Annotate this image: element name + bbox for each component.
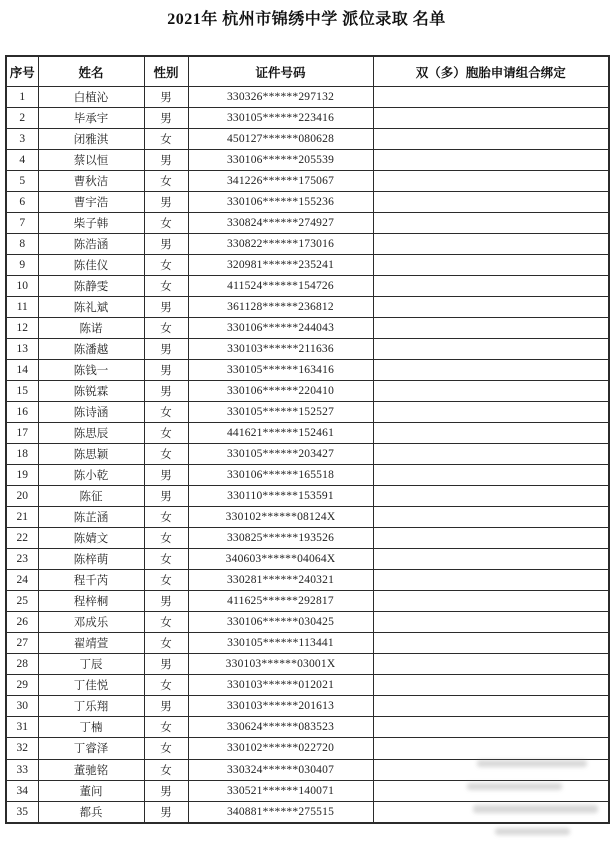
cell-name: 曹宇浩 (38, 192, 144, 213)
cell-no: 34 (6, 780, 38, 801)
admission-table (5, 55, 610, 824)
cell-id: 330825******193526 (188, 528, 373, 549)
cell-no: 30 (6, 696, 38, 717)
table-row (6, 213, 609, 234)
cell-id: 330105******223416 (188, 108, 373, 129)
cell-gender: 女 (144, 213, 188, 234)
cell-id: 330824******274927 (188, 213, 373, 234)
cell-id: 330110******153591 (188, 486, 373, 507)
cell-binding (373, 633, 609, 654)
cell-name: 丁辰 (38, 654, 144, 675)
cell-gender: 女 (144, 507, 188, 528)
cell-gender: 男 (144, 150, 188, 171)
cell-id: 441621******152461 (188, 423, 373, 444)
cell-name: 陈婧文 (38, 528, 144, 549)
cell-binding (373, 87, 609, 108)
cell-gender: 男 (144, 465, 188, 486)
cell-binding (373, 108, 609, 129)
cell-binding (373, 402, 609, 423)
cell-gender: 男 (144, 381, 188, 402)
cell-id: 330106******030425 (188, 612, 373, 633)
cell-no: 11 (6, 297, 38, 318)
cell-id: 330102******08124X (188, 507, 373, 528)
cell-no: 14 (6, 360, 38, 381)
cell-no: 35 (6, 801, 38, 823)
cell-no: 33 (6, 759, 38, 780)
table-row (6, 738, 609, 759)
cell-gender: 男 (144, 591, 188, 612)
cell-no: 29 (6, 675, 38, 696)
cell-gender: 男 (144, 234, 188, 255)
cell-binding (373, 465, 609, 486)
cell-name: 董驰铭 (38, 759, 144, 780)
cell-gender: 女 (144, 129, 188, 150)
cell-gender: 女 (144, 318, 188, 339)
cell-binding (373, 528, 609, 549)
cell-no: 27 (6, 633, 38, 654)
table-row (6, 633, 609, 654)
cell-id: 330324******030407 (188, 759, 373, 780)
table-row (6, 759, 609, 780)
cell-no: 12 (6, 318, 38, 339)
cell-gender: 女 (144, 612, 188, 633)
cell-name: 蔡以恒 (38, 150, 144, 171)
table-row (6, 444, 609, 465)
cell-no: 20 (6, 486, 38, 507)
cell-gender: 女 (144, 444, 188, 465)
cell-no: 8 (6, 234, 38, 255)
cell-gender: 女 (144, 276, 188, 297)
column-header-no: 序号 (6, 56, 38, 87)
cell-gender: 男 (144, 87, 188, 108)
table-row (6, 402, 609, 423)
cell-binding (373, 570, 609, 591)
cell-no: 21 (6, 507, 38, 528)
cell-binding (373, 507, 609, 528)
cell-no: 17 (6, 423, 38, 444)
cell-id: 320981******235241 (188, 255, 373, 276)
cell-id: 330624******083523 (188, 717, 373, 738)
cell-binding (373, 318, 609, 339)
cell-binding (373, 234, 609, 255)
cell-binding (373, 549, 609, 570)
cell-binding (373, 360, 609, 381)
cell-no: 2 (6, 108, 38, 129)
cell-name: 陈诺 (38, 318, 144, 339)
cell-gender: 女 (144, 171, 188, 192)
cell-binding (373, 696, 609, 717)
cell-name: 陈梓萌 (38, 549, 144, 570)
cell-id: 340603******04064X (188, 549, 373, 570)
cell-id: 341226******175067 (188, 171, 373, 192)
cell-gender: 女 (144, 423, 188, 444)
cell-no: 16 (6, 402, 38, 423)
cell-name: 丁佳悦 (38, 675, 144, 696)
cell-binding (373, 675, 609, 696)
cell-name: 曹秋洁 (38, 171, 144, 192)
table-row (6, 486, 609, 507)
table-row (6, 528, 609, 549)
table-row (6, 108, 609, 129)
cell-binding (373, 213, 609, 234)
cell-name: 柴子韩 (38, 213, 144, 234)
watermark-smudge (495, 828, 570, 835)
cell-no: 4 (6, 150, 38, 171)
table-row (6, 423, 609, 444)
cell-name: 邓成乐 (38, 612, 144, 633)
cell-id: 340881******275515 (188, 801, 373, 823)
page-title: 2021年 杭州市锦绣中学 派位录取 名单 (167, 11, 446, 28)
cell-binding (373, 297, 609, 318)
cell-binding (373, 381, 609, 402)
cell-binding (373, 759, 609, 780)
cell-gender: 女 (144, 402, 188, 423)
cell-name: 陈佳仪 (38, 255, 144, 276)
cell-name: 陈小乾 (38, 465, 144, 486)
cell-binding (373, 423, 609, 444)
cell-binding (373, 486, 609, 507)
cell-id: 411524******154726 (188, 276, 373, 297)
table-row (6, 507, 609, 528)
cell-no: 13 (6, 339, 38, 360)
cell-no: 7 (6, 213, 38, 234)
cell-id: 330106******220410 (188, 381, 373, 402)
cell-name: 毕承宇 (38, 108, 144, 129)
cell-gender: 女 (144, 675, 188, 696)
cell-name: 程梓桐 (38, 591, 144, 612)
cell-gender: 女 (144, 738, 188, 759)
cell-gender: 女 (144, 633, 188, 654)
column-header-id: 证件号码 (188, 56, 373, 87)
cell-binding (373, 612, 609, 633)
cell-id: 330103******211636 (188, 339, 373, 360)
table-row (6, 339, 609, 360)
cell-id: 330105******203427 (188, 444, 373, 465)
column-header-name: 姓名 (38, 56, 144, 87)
cell-gender: 女 (144, 549, 188, 570)
cell-binding (373, 780, 609, 801)
cell-gender: 男 (144, 696, 188, 717)
cell-id: 330521******140071 (188, 780, 373, 801)
table-row (6, 549, 609, 570)
header-row (6, 56, 609, 87)
cell-id: 330105******152527 (188, 402, 373, 423)
cell-name: 陈思辰 (38, 423, 144, 444)
cell-gender: 女 (144, 255, 188, 276)
cell-no: 31 (6, 717, 38, 738)
cell-gender: 男 (144, 801, 188, 823)
cell-binding (373, 150, 609, 171)
cell-name: 陈征 (38, 486, 144, 507)
cell-id: 330103******012021 (188, 675, 373, 696)
cell-name: 陈静雯 (38, 276, 144, 297)
column-header-binding: 双（多）胞胎申请组合绑定 (373, 56, 609, 87)
cell-name: 陈礼斌 (38, 297, 144, 318)
table-row (6, 654, 609, 675)
cell-name: 陈浩涵 (38, 234, 144, 255)
cell-no: 9 (6, 255, 38, 276)
cell-gender: 女 (144, 528, 188, 549)
cell-id: 330105******163416 (188, 360, 373, 381)
cell-name: 陈思颖 (38, 444, 144, 465)
table-row (6, 276, 609, 297)
cell-gender: 女 (144, 717, 188, 738)
cell-name: 程千芮 (38, 570, 144, 591)
cell-name: 陈锐霖 (38, 381, 144, 402)
table-row (6, 234, 609, 255)
table-row (6, 87, 609, 108)
cell-name: 丁睿泽 (38, 738, 144, 759)
cell-gender: 男 (144, 192, 188, 213)
cell-gender: 男 (144, 486, 188, 507)
cell-no: 32 (6, 738, 38, 759)
cell-gender: 男 (144, 339, 188, 360)
cell-binding (373, 444, 609, 465)
cell-binding (373, 801, 609, 823)
table-row (6, 192, 609, 213)
cell-id: 411625******292817 (188, 591, 373, 612)
cell-id: 330106******155236 (188, 192, 373, 213)
cell-id: 330102******022720 (188, 738, 373, 759)
table-row (6, 171, 609, 192)
cell-binding (373, 591, 609, 612)
table-row (6, 465, 609, 486)
cell-binding (373, 255, 609, 276)
cell-no: 18 (6, 444, 38, 465)
cell-binding (373, 276, 609, 297)
cell-gender: 男 (144, 108, 188, 129)
cell-gender: 男 (144, 780, 188, 801)
column-header-gender: 性别 (144, 56, 188, 87)
cell-id: 330106******205539 (188, 150, 373, 171)
cell-name: 白植沁 (38, 87, 144, 108)
table-row (6, 675, 609, 696)
table-row (6, 150, 609, 171)
cell-name: 陈芷涵 (38, 507, 144, 528)
cell-name: 闭雅淇 (38, 129, 144, 150)
cell-no: 26 (6, 612, 38, 633)
table-row (6, 360, 609, 381)
cell-no: 1 (6, 87, 38, 108)
cell-name: 都兵 (38, 801, 144, 823)
cell-id: 330326******297132 (188, 87, 373, 108)
table-row (6, 696, 609, 717)
table-row (6, 297, 609, 318)
cell-binding (373, 171, 609, 192)
cell-id: 361128******236812 (188, 297, 373, 318)
cell-gender: 男 (144, 360, 188, 381)
cell-id: 330103******201613 (188, 696, 373, 717)
cell-no: 10 (6, 276, 38, 297)
cell-binding (373, 192, 609, 213)
table-row (6, 612, 609, 633)
cell-no: 19 (6, 465, 38, 486)
cell-gender: 女 (144, 759, 188, 780)
cell-id: 330822******173016 (188, 234, 373, 255)
cell-binding (373, 717, 609, 738)
cell-name: 陈钱一 (38, 360, 144, 381)
table-row (6, 381, 609, 402)
table-row (6, 255, 609, 276)
cell-no: 22 (6, 528, 38, 549)
cell-name: 丁乐翔 (38, 696, 144, 717)
cell-no: 3 (6, 129, 38, 150)
cell-gender: 男 (144, 297, 188, 318)
cell-id: 450127******080628 (188, 129, 373, 150)
cell-name: 陈潘越 (38, 339, 144, 360)
cell-no: 28 (6, 654, 38, 675)
cell-name: 丁楠 (38, 717, 144, 738)
cell-id: 330281******240321 (188, 570, 373, 591)
table-row (6, 780, 609, 801)
cell-id: 330103******03001X (188, 654, 373, 675)
cell-no: 25 (6, 591, 38, 612)
table-row (6, 591, 609, 612)
table-row (6, 318, 609, 339)
cell-gender: 女 (144, 570, 188, 591)
cell-no: 24 (6, 570, 38, 591)
cell-name: 董问 (38, 780, 144, 801)
cell-binding (373, 339, 609, 360)
cell-no: 6 (6, 192, 38, 213)
cell-no: 15 (6, 381, 38, 402)
table-row (6, 570, 609, 591)
cell-gender: 男 (144, 654, 188, 675)
cell-no: 5 (6, 171, 38, 192)
table-row (6, 717, 609, 738)
cell-id: 330105******113441 (188, 633, 373, 654)
cell-binding (373, 738, 609, 759)
table-row (6, 129, 609, 150)
cell-id: 330106******244043 (188, 318, 373, 339)
cell-name: 陈诗涵 (38, 402, 144, 423)
cell-binding (373, 654, 609, 675)
cell-no: 23 (6, 549, 38, 570)
cell-binding (373, 129, 609, 150)
cell-id: 330106******165518 (188, 465, 373, 486)
table-row (6, 801, 609, 823)
cell-name: 翟靖萱 (38, 633, 144, 654)
